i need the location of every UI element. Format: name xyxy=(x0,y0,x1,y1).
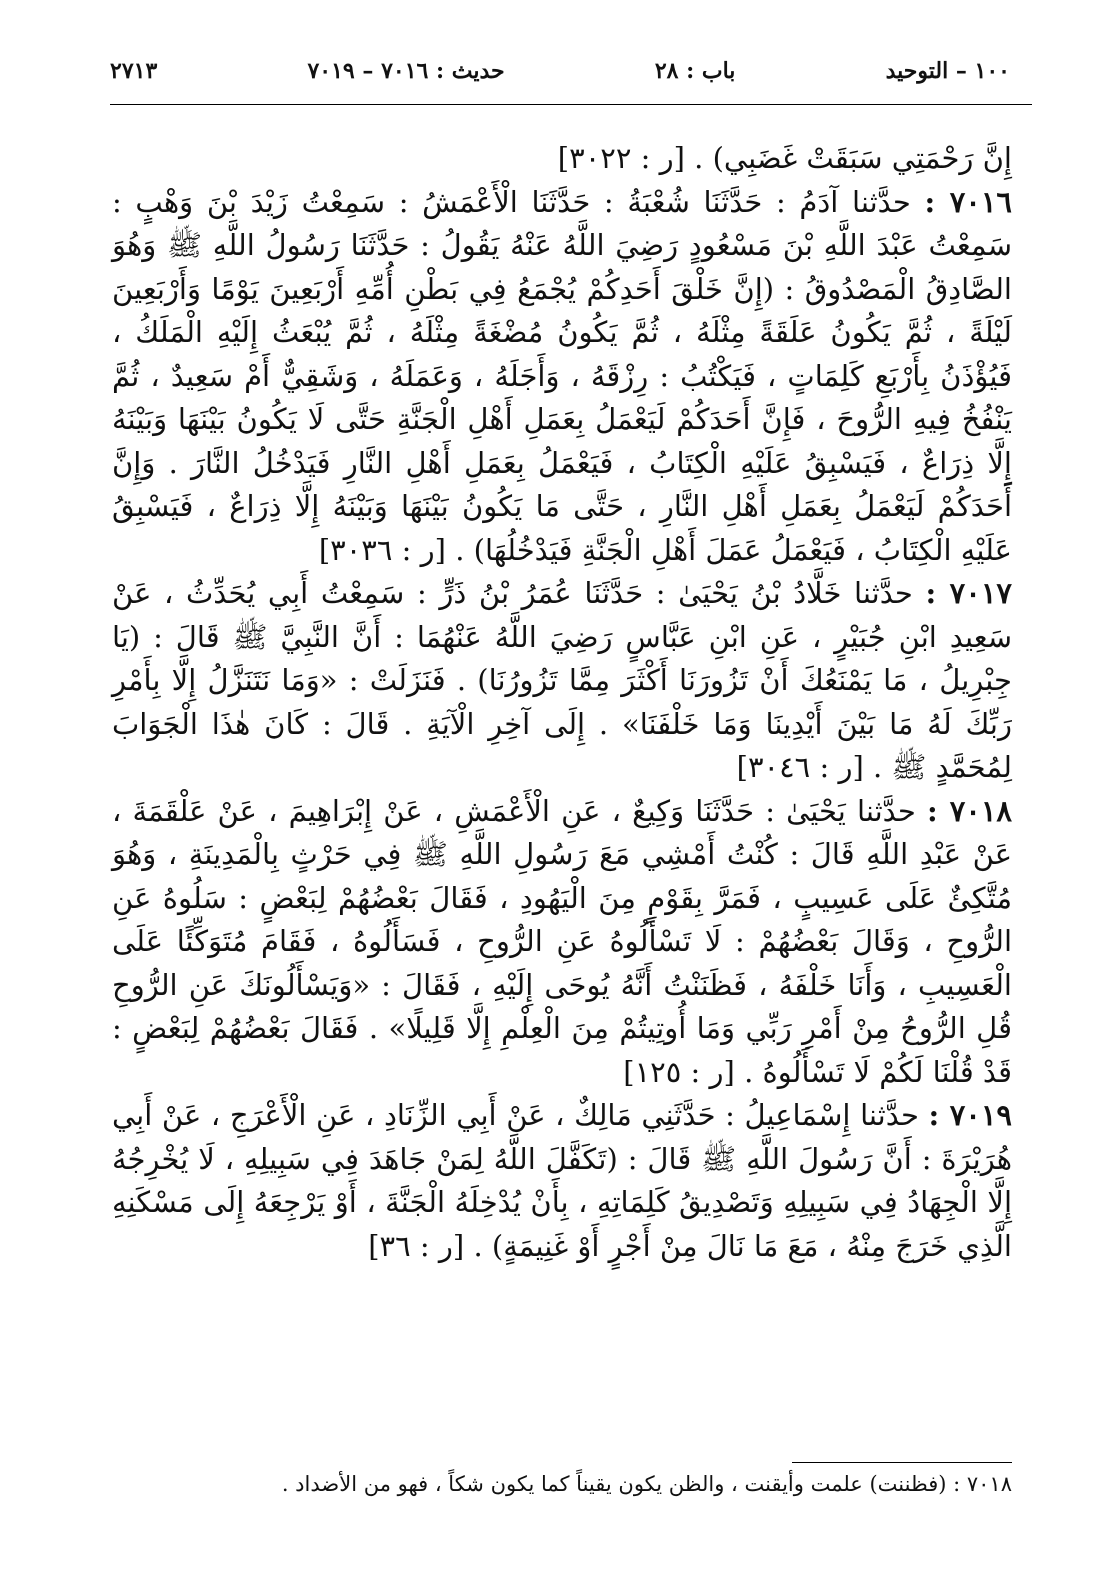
hadith-text: حدَّثنا آدَمُ : حَدَّثَنَا شُعْبَةُ : حَدَّثَنَا الْأَعْمَشُ : سَمِعْتُ زَيْدَ بْنَ وَهْبٍ : سَمِعْتُ عَبْدَ اللَّهِ بْنَ مَسْعُودٍ رَضِيَ اللَّهُ عَنْهُ يَقُولُ : حَدَّثَنَا رَسُولُ اللَّهِ ﷺ وَهُوَ الصَّادِقُ الْمَصْدُوقُ : (إِنَّ خَلْقَ أَحَدِكُمْ يُجْمَعُ فِي بَطْنِ أُمِّهِ أَرْبَعِينَ يَوْمًا وَأَرْبَعِينَ لَيْلَةً ، ثُمَّ يَكُونُ عَلَقَةً مِثْلَهُ ، ثُمَّ يَكُونُ مُضْغَةً مِثْلَهُ ، ثُمَّ يُبْعَثُ إِلَيْهِ الْمَلَكُ ، فَيُؤْذَنُ بِأَرْبَعِ كَلِمَاتٍ ، فَيَكْتُبُ : رِزْقَهُ ، وَأَجَلَهُ ، وَعَمَلَهُ ، وَشَقِيٌّ أَمْ سَعِيدٌ ، ثُمَّ يَنْفُخُ فِيهِ الرُّوحَ ، فَإِنَّ أَحَدَكُمْ لَيَعْمَلُ بِعَمَلِ أَهْلِ الْجَنَّةِ حَتَّى لَا يَكُونُ بَيْنَهَا وَبَيْنَهُ إِلَّا ذِرَاعٌ ، فَيَسْبِقُ عَلَيْهِ الْكِتَابُ ، فَيَعْمَلُ بِعَمَلِ أَهْلِ النَّارِ فَيَدْخُلُ النَّارَ . وَإِنَّ أَحَدَكُمْ لَيَعْمَلُ بِعَمَلِ أَهْلِ النَّارِ ، حَتَّى مَا يَكُونُ بَيْنَهَا وَبَيْنَهُ إِلَّا ذِرَاعٌ ، فَيَسْبِقُ عَلَيْهِ الْكِتَابُ ، فَيَعْمَلُ عَمَلَ أَهْلِ الْجَنَّةِ فَيَدْخُلُهَا) . [ر : ٣٠٣٦] xyxy=(112,184,1012,567)
bab-label: باب : ٢٨ xyxy=(654,58,736,84)
hadith-paragraph xyxy=(112,1094,1012,1268)
hadith-text: حدَّثنا إِسْمَاعِيلُ : حَدَّثَنِي مَالِكٌ ، عَنْ أَبِي الزِّنَادِ ، عَنِ الْأَعْرَجِ ، عَنْ أَبِي هُرَيْرَةَ : أَنَّ رَسُولَ اللَّهِ ﷺ قَالَ : (تَكَفَّلَ اللَّهُ لِمَنْ جَاهَدَ فِي سَبِيلِهِ ، لَا يُخْرِجُهُ إِلَّا الْجِهَادُ فِي سَبِيلِهِ وَتَصْدِيقُ كَلِمَاتِهِ ، بِأَنْ يُدْخِلَهُ الْجَنَّةَ ، أَوْ يَرْجِعَهُ إِلَى مَسْكَنِهِ الَّذِي خَرَجَ مِنْهُ ، مَعَ مَا نَالَ مِنْ أَجْرٍ أَوْ غَنِيمَةٍ) . [ر : ٣٦] xyxy=(112,1098,1012,1263)
hadith-paragraph xyxy=(112,572,1012,790)
hadith-number: ٧٠١٨ : xyxy=(926,793,1012,828)
hadith-paragraph xyxy=(112,790,1012,1095)
hadith-number: ٧٠١٩ : xyxy=(928,1098,1012,1132)
footnote-text: ٧٠١٨ : (فظننت) علمت وأيقنت ، والظن يكون يقيناً كما يكون شكاً ، فهو من الأضداد . xyxy=(281,1472,1012,1496)
hadith-paragraph xyxy=(112,181,1012,573)
hadith-text: حدَّثنا يَحْيَىٰ : حَدَّثَنَا وَكِيعٌ ، عَنِ الْأَعْمَشِ ، عَنْ إِبْرَاهِيمَ ، عَنْ عَلْقَمَةَ ، عَنْ عَبْدِ اللَّهِ قَالَ : كُنْتُ أَمْشِي مَعَ رَسُولِ اللَّهِ ﷺ فِي حَرْثٍ بِالْمَدِينَةِ ، وَهُوَ مُتَّكِئٌ عَلَى عَسِيبٍ ، فَمَرَّ بِقَوْمٍ مِنَ الْيَهُودِ ، فَقَالَ بَعْضُهُمْ لِبَعْضٍ : سَلُوهُ عَنِ الرُّوحِ ، وَقَالَ بَعْضُهُمْ : لَا تَسْأَلُوهُ عَنِ الرُّوحِ ، فَسَأَلُوهُ ، فَقَامَ مُتَوَكِّئًا عَلَى الْعَسِيبِ ، وَأَنَا خَلْفَهُ ، فَظَنَنْتُ أَنَّهُ يُوحَى إِلَيْهِ ، فَقَالَ : «وَيَسْأَلُونَكَ عَنِ الرُّوحِ قُلِ الرُّوحُ مِنْ أَمْرِ رَبِّي وَمَا أُوتِيتُمْ مِنَ الْعِلْمِ إِلَّا قَلِيلًا» . فَقَالَ بَعْضُهُمْ لِبَعْضٍ : قَدْ قُلْنَا لَكُمْ لَا تَسْأَلُوهُ . [ر : ١٢٥] xyxy=(112,793,1012,1089)
page-number: ٢٧١٣ xyxy=(110,58,158,84)
hadith-range: حديث : ٧٠١٦ – ٧٠١٩ xyxy=(307,58,505,84)
hadith-number: ٧٠١٧ : xyxy=(925,576,1012,610)
continuation-text: إِنَّ رَحْمَتِي سَبَقَتْ غَضَبِي) . [ر : ٣٠٢٢] xyxy=(557,141,1012,175)
hadith-text: حدَّثنا خَلَّادُ بْنُ يَحْيَىٰ : حَدَّثَنَا عُمَرُ بْنُ ذَرٍّ : سَمِعْتُ أَبِي يُحَدِّثُ ، عَنْ سَعِيدِ ابْنِ جُبَيْرٍ ، عَنِ ابْنِ عَبَّاسٍ رَضِيَ اللَّهُ عَنْهُمَا : أَنَّ النَّبِيَّ ﷺ قَالَ : (يَا جِبْرِيلُ ، مَا يَمْنَعُكَ أَنْ تَزُورَنَا أَكْثَرَ مِمَّا تَزُورُنَا) . فَنَزَلَتْ : «وَمَا نَتَنَزَّلُ إِلَّا بِأَمْرِ رَبِّكَ لَهُ مَا بَيْنَ أَيْدِينَا وَمَا خَلْفَنَا» . إِلَى آخِرِ الْآيَةِ . قَالَ : كَانَ هٰذَا الْجَوَابَ لِمُحَمَّدٍ ﷺ . [ر : ٣٠٤٦] xyxy=(112,576,1012,784)
header-rule xyxy=(110,104,1032,105)
hadith-number: ٧٠١٦ : xyxy=(924,184,1012,219)
footnote-rule xyxy=(792,1462,1012,1463)
page-body xyxy=(112,137,1012,1268)
footnote-area xyxy=(112,1462,1012,1499)
chapter-title: ١٠٠ – التوحيد xyxy=(885,58,1010,84)
running-header xyxy=(0,56,1120,86)
